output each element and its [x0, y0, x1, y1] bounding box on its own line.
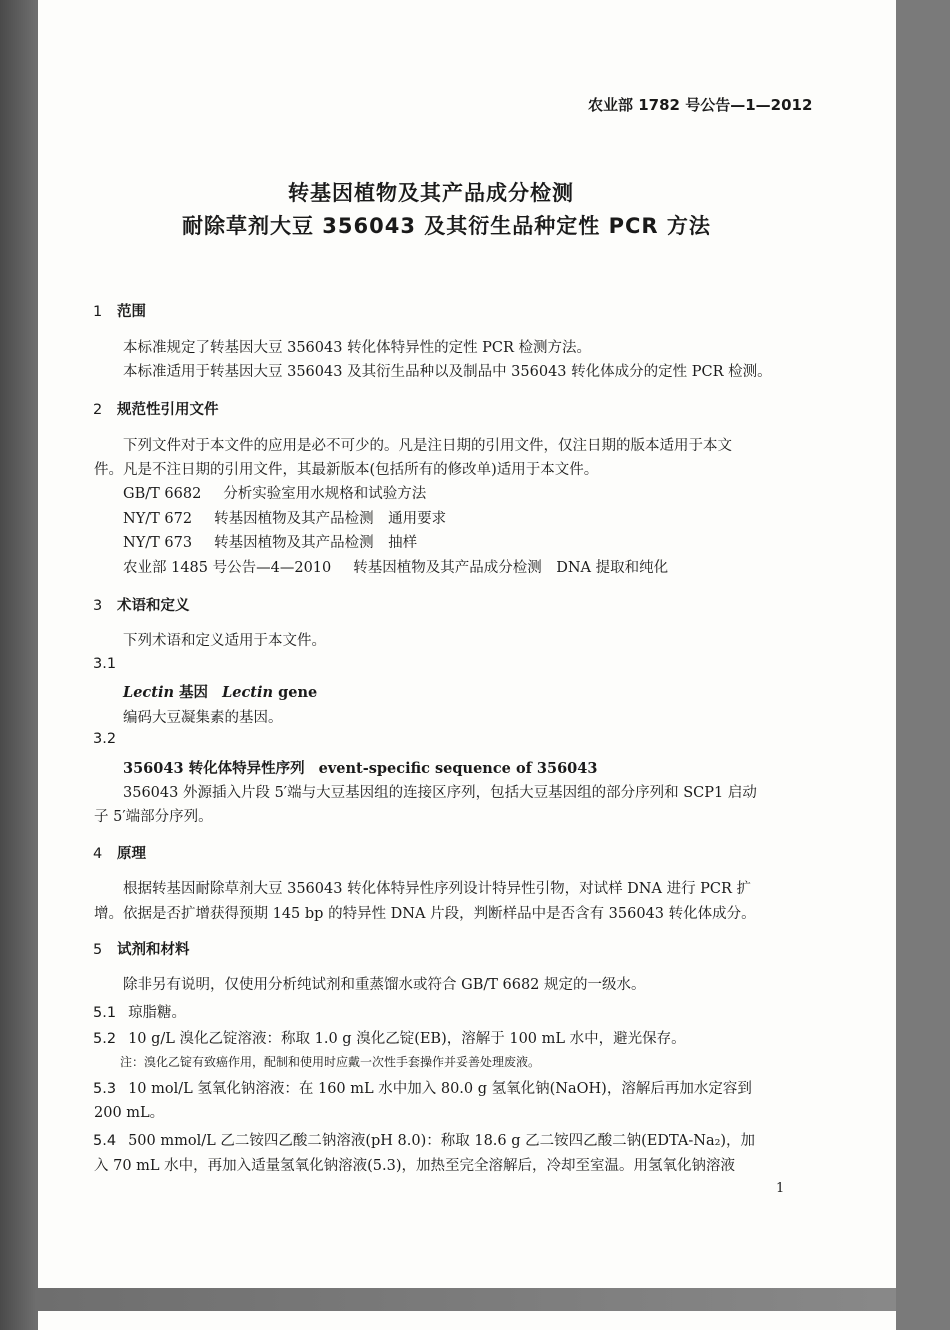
section-3-heading: 3 术语和定义 — [93, 598, 190, 614]
item-5-3-line-2: 200 mL。 — [94, 1105, 165, 1121]
section-5-para: 除非另有说明，仅使用分析纯试剂和重蒸馏水或符合 GB/T 6682 规定的一级水。 — [123, 977, 646, 993]
reference-item: NY/T 672 转基因植物及其产品检测 通用要求 — [123, 511, 447, 527]
section-4-heading: 4 原理 — [93, 846, 146, 862]
term-3-2-definition-line-2: 子 5′端部分序列。 — [94, 809, 213, 825]
section-2-heading: 2 规范性引用文件 — [93, 402, 219, 418]
section-4-para-line-2: 增。依据是否扩增获得预期 145 bp 的特异性 DNA 片段，判断样品中是否含有 356043 转化体成分。 — [94, 906, 756, 922]
standard-code: 农业部 1782 号公告—1—2012 — [588, 96, 813, 114]
item-5-3-line-1: 5.3 10 mol/L 氢氧化钠溶液：在 160 mL 水中加入 80.0 g 氢氧化钠(NaOH)，溶解后再加水定容到 — [93, 1081, 752, 1097]
term-3-1-title: Lectin 基因 Lectin gene — [123, 684, 318, 701]
section-1-para-2: 本标准适用于转基因大豆 356043 及其衍生品种以及制品中 356043 转化体成分的定性 PCR 检测。 — [123, 364, 772, 380]
term-3-2-number: 3.2 — [93, 731, 117, 747]
section-5-heading: 5 试剂和材料 — [93, 942, 190, 958]
title-line-2: 耐除草剂大豆 356043 及其衍生品种定性 PCR 方法 — [182, 214, 711, 238]
title-line-1: 转基因植物及其产品成分检测 — [288, 181, 574, 205]
item-5-1: 5.1 琼脂糖。 — [93, 1005, 187, 1021]
section-2-para-line-2: 件。凡是不注日期的引用文件，其最新版本(包括所有的修改单)适用于本文件。 — [94, 462, 599, 478]
reference-item: 农业部 1485 号公告—4—2010 转基因植物及其产品成分检测 DNA 提取和纯化 — [123, 560, 669, 576]
page-number: 1 — [776, 1181, 785, 1196]
section-3-para: 下列术语和定义适用于本文件。 — [123, 633, 326, 649]
note-5-2: 注：溴化乙锭有致癌作用，配制和使用时应戴一次性手套操作并妥善处理废液。 — [120, 1055, 541, 1069]
section-2-para-line-1: 下列文件对于本文件的应用是必不可少的。凡是注日期的引用文件，仅注日期的版本适用于本文 — [123, 438, 732, 454]
term-3-2-title: 356043 转化体特异性序列 event-specific sequence of 356043 — [123, 760, 598, 777]
section-4-para-line-1: 根据转基因耐除草剂大豆 356043 转化体特异性序列设计特异性引物，对试样 DNA 进行 PCR 扩 — [123, 881, 752, 897]
section-1-para-1: 本标准规定了转基因大豆 356043 转化体特异性的定性 PCR 检测方法。 — [123, 340, 592, 356]
term-3-1-number: 3.1 — [93, 656, 117, 672]
item-5-2: 5.2 10 g/L 溴化乙锭溶液：称取 1.0 g 溴化乙锭(EB)，溶解于 100 mL 水中，避光保存。 — [93, 1031, 686, 1047]
reference-item: GB/T 6682 分析实验室用水规格和试验方法 — [123, 486, 427, 502]
next-page-edge — [38, 1311, 896, 1330]
term-3-2-definition-line-1: 356043 外源插入片段 5′端与大豆基因组的连接区序列，包括大豆基因组的部分序列和 SCP1 启动 — [123, 785, 757, 801]
item-5-4-line-2: 入 70 mL 水中，再加入适量氢氧化钠溶液(5.3)，加热至完全溶解后，冷却至室温。用氢氧化钠溶液 — [94, 1158, 736, 1174]
term-3-1-definition: 编码大豆凝集素的基因。 — [123, 710, 283, 726]
section-1-heading: 1 范围 — [93, 304, 146, 320]
viewer-margin — [896, 0, 950, 1330]
item-5-4-line-1: 5.4 500 mmol/L 乙二铵四乙酸二钠溶液(pH 8.0)：称取 18.6 g 乙二铵四乙酸二钠(EDTA-Na₂)，加 — [93, 1133, 756, 1149]
reference-item: NY/T 673 转基因植物及其产品检测 抽样 — [123, 535, 418, 551]
